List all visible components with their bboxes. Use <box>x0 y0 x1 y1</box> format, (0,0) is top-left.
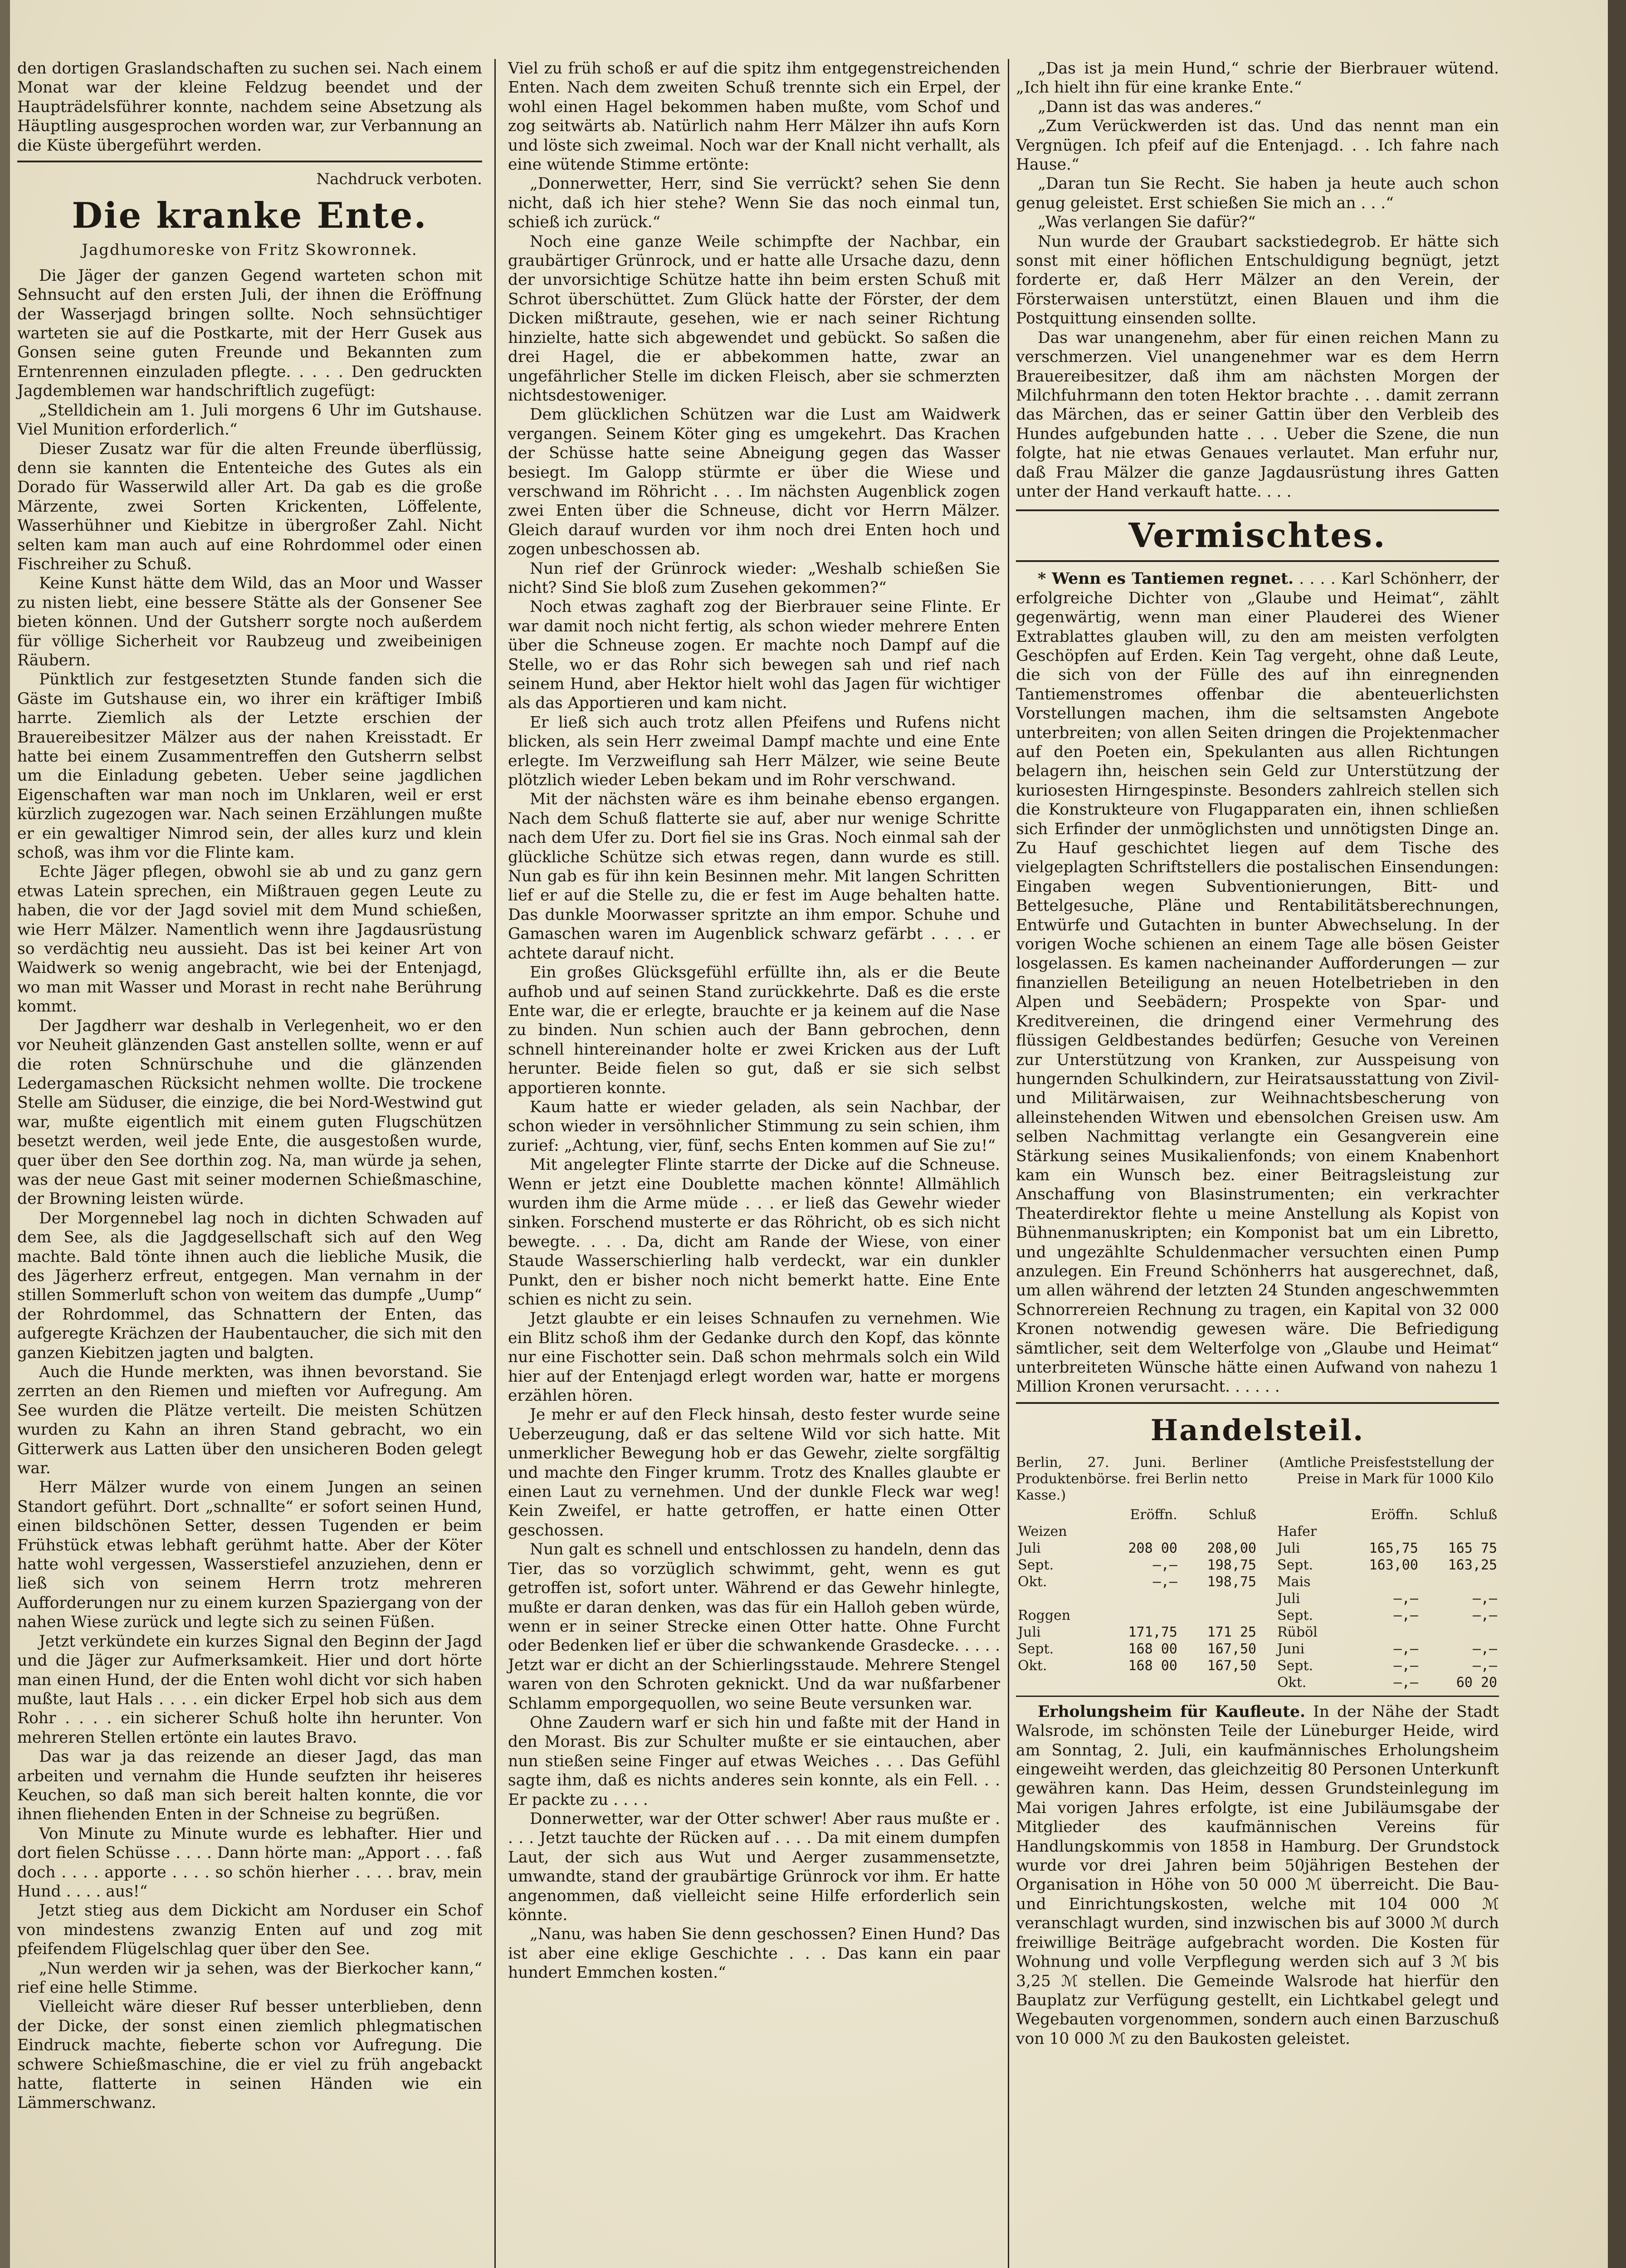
price-close: 163,25 <box>1448 1557 1497 1573</box>
story-paragraph: Der Morgennebel lag noch in dichten Schwaden auf dem See, als die Jagdgesellschaft sich auf den Weg machte. Bald tönte ihnen auch die liebliche Musik, die des Jägerherz erfreut, entgegen. Man vernahm in der stillen Sommerluft schon von weitem das dumpfe „Uump“ der Rohrdommel, das Schnattern der Enten, das aufgeregte Krächzen der Haubentaucher, die sich mit den ganzen Kiebitzen jagten und balgten. <box>17 1209 482 1362</box>
section-title-misc: Vermischtes. <box>1016 509 1499 562</box>
erholung-article-lead: Erholungsheim für Kaufleute. <box>1038 1702 1305 1721</box>
story-paragraph: Noch etwas zaghaft zog der Bierbrauer seine Flinte. Er war damit noch nicht fertig, als schon wieder mehrere Enten über die Schneuse zogen. Er machte noch Dampf auf die Stelle, wo er das Rohr sich bewegen sah und rief nach seinem Hund, aber Hektor hielt wohl das Jagen für wichtiger als das Apportieren und kam nicht. <box>508 598 1000 713</box>
price-close: 198,75 <box>1207 1557 1256 1573</box>
story-paragraph: Jetzt verkündete ein kurzes Signal den Beginn der Jagd und die Jäger zur Aufmerksamkeit. Hier und dort hörte man einen Hund, der die Enten wohl dicht vor sich haben mußte, laut Hals . . . . ein dicker Erpel hob sich aus dem Rohr . . . . ein sicherer Schuß holte ihn herunter. Von mehreren Stellen ertönte ein lautes Bravo. <box>17 1632 482 1747</box>
price-open <box>1341 1624 1420 1641</box>
market-header-right: (Amtliche Preisfeststellung der Preise in Mark für 1000 Kilo <box>1279 1454 1494 1487</box>
story-paragraph: Mit angelegter Flinte starrte der Dicke auf die Schneuse. Wenn er jetzt eine Doublette machen könnte! Allmählich wurden ihm die Arme müde . . . er ließ das Gewehr wieder sinken. Forschend musterte er das Röhricht, ob es sich nicht bewegte. . . . Da, dicht am Rande der Wiese, von einer Staude Wasserschierling halb verdeckt, war ein dunkler Punkt, den er bisher noch nicht bemerkt hatte. Eine Ente schien es nicht zu sein. <box>508 1156 1000 1309</box>
story-paragraph: Nun galt es schnell und entschlossen zu handeln, denn das Tier, das so vorzüglich schwimmt, geht, wenn es gut getroffen ist, sofort unter. Während er das Gewehr hinlegte, mußte er daran denken, was das für ein Halloh geben würde, wenn er in seiner Strecke einen Otter hatte. Ohne Furcht oder Bedenken lief er über die schwankende Grasdecke. . . . . Jetzt war er dicht an der Schierlingsstaude. Mehrere Stengel waren von den Schroten geknickt. Und da war nußfarbener Schlamm emporgequollen, wo seine Beute versunken war. <box>508 1540 1000 1713</box>
story-paragraph: Der Jagdherr war deshalb in Verlegenheit, wo er den vor Neuheit glänzenden Gast anstellen sollte, wenn er auf die roten Schnürschuhe und die glänzenden Ledergamaschen Rücksicht nehmen wollte. Die trockene Stelle am Süduser, die einzige, die bei Nord-Westwind gut war, mußte eigentlich mit einem guten Flugschützen besetzt werden, weil jede Ente, die ausgestoßen wurde, quer über den See dorthin zog. Na, man würde ja sehen, was der neue Gast mit seiner modernen Schießmaschine, der Browning leisten würde. <box>17 1017 482 1208</box>
market-table <box>1016 1506 1499 1691</box>
story-paragraph: „Dann ist das was anderes.“ <box>1038 98 1262 116</box>
price-close: 208,00 <box>1207 1540 1256 1556</box>
commodity-label: Weizen <box>1018 1523 1067 1540</box>
price-open: —,— <box>1393 1641 1418 1657</box>
commodity-label: Mais <box>1277 1574 1311 1590</box>
story-paragraph: Jetzt glaubte er ein leises Schnaufen zu vernehmen. Wie ein Blitz schoß ihm der Gedanke durch den Kopf, das könnte nur eine Fischotter sein. Daß schon mehrmals solch ein Wild hier auf der Entenjagd erlegt worden war, hatte er morgens erzählen hören. <box>508 1310 1000 1405</box>
story-paragraph: Das war ja das reizende an dieser Jagd, das man arbeiten und vernahm die Hunde seufzten ihr heiseres Keuchen, so daß man sich bereit halten konnte, die vor ihnen fliehenden Enten in der Schneise zu begrüßen. <box>17 1748 482 1824</box>
commodity-label: Okt. <box>1018 1574 1047 1590</box>
table-row <box>1016 1590 1499 1607</box>
story-paragraph: „Daran tun Sie Recht. Sie haben ja heute auch schon genug geleistet. Erst schießen Sie mich an . . .“ <box>1016 175 1499 212</box>
column-rule-2 <box>1008 59 1009 2268</box>
commodity-label: Juli <box>1277 1540 1300 1556</box>
price-open: —,— <box>1152 1557 1177 1573</box>
price-close <box>1420 1574 1499 1590</box>
price-close: 60 20 <box>1456 1674 1497 1691</box>
column-header-open: Eröffn. <box>1371 1506 1418 1523</box>
commodity-label: Juli <box>1018 1540 1041 1556</box>
table-row <box>1016 1540 1499 1557</box>
story-title: Die kranke Ente. <box>72 195 428 237</box>
story-paragraph: „Nanu, was haben Sie denn geschossen? Einen Hund? Das ist aber eine eklige Geschichte . . . Das kann ein paar hundert Emmchen kosten.“ <box>508 1925 1000 1982</box>
story-paragraph: Die Jäger der ganzen Gegend warteten schon mit Sehnsucht auf den ersten Juli, der ihnen die Eröffnung der Wasserjagd bringen sollte. Noch sehnsüchtiger warteten sie auf die Postkarte, mit der Herr Gusek aus Gonsen seine guten Freunde und Bekannten zum Erntenrennen einzuladen pflegte. . . . . Den gedruckten Jagdemblemen war handschriftlich zugefügt: <box>17 266 482 401</box>
story-byline: Jagdhumoreske von Fritz Skowronnek. <box>82 241 418 259</box>
erholung-article <box>1016 1702 1499 2048</box>
commodity-label: Sept. <box>1018 1641 1054 1657</box>
commodity-label: Juli <box>1018 1624 1041 1640</box>
table-row <box>1016 1523 1499 1540</box>
story-paragraph: Viel zu früh schoß er auf die spitz ihm entgegenstreichenden Enten. Nach dem zweiten Schuß trennte sich ein Erpel, der wohl einen Hagel bekommen haben mußte, vom Schof und zog seitwärts ab. Natürlich nahm Herr Mälzer ihn aufs Korn und löste sich zweimal. Noch war der Knall nicht verhallt, als eine wütende Stimme ertönte: <box>508 59 1000 174</box>
story-body <box>17 266 482 2113</box>
story-paragraph: Keine Kunst hätte dem Wild, das an Moor und Wasser zu nisten liebt, eine bessere Stätte als der Gonsener See bieten können. Und der Gutsherr sorgte noch außerdem für völlige Sicherheit vor Raubzeug und zweibeinigen Räubern. <box>17 574 482 670</box>
price-open: 163,00 <box>1369 1557 1418 1573</box>
price-open: 165,75 <box>1369 1540 1418 1556</box>
story-paragraph: Ein großes Glücksgefühl erfüllte ihn, als er die Beute aufhob und auf seinen Stand zurückkehrte. Daß es die erste Ente war, die er erlegte, brauchte er ja keinem auf die Nase zu binden. Nun schien auch der Bann gebrochen, denn schnell hintereinander holte er zwei Kricken aus der Luft herunter. Beide fielen so gut, daß er sie sich selbst apportieren konnte. <box>508 963 1000 1097</box>
story-paragraph: Ohne Zaudern warf er sich hin und faßte mit der Hand in den Morast. Bis zur Schulter mußte er sie eintauchen, aber nun stießen seine Finger auf etwas Weiches . . . Das Gefühl sagte ihm, daß es nichts anderes sein konnte, als ein Fell. . . Er packte zu . . . . <box>508 1713 1000 1809</box>
table-row <box>1016 1624 1499 1641</box>
table-row <box>1016 1641 1499 1657</box>
article-divider <box>17 161 482 162</box>
table-row <box>1016 1557 1499 1574</box>
column-header-close: Schluß <box>1208 1506 1256 1523</box>
price-open <box>1100 1607 1179 1624</box>
price-open: —,— <box>1393 1657 1418 1674</box>
column-rule-1 <box>494 59 496 2268</box>
story-paragraph: „Was verlangen Sie dafür?“ <box>1038 213 1256 232</box>
price-open: —,— <box>1393 1674 1418 1691</box>
table-row <box>1016 1674 1499 1691</box>
story-paragraph: „Donnerwetter, Herr, sind Sie verrückt? sehen Sie denn nicht, daß ich hier stehe? Wenn Sie das noch einmal tun, schieß ich zurück.“ <box>508 175 1000 232</box>
reprint-notice: Nachdruck verboten. <box>316 170 482 189</box>
commodity-label: Sept. <box>1277 1657 1313 1674</box>
story-paragraph: Herr Mälzer wurde von einem Jungen an seinen Standort geführt. Dort „schnallte“ er sofort seinen Hund, einen bildschönen Setter, dessen Tugenden er beim Frühstück etwas lebhaft gerühmt hatte. Aber der Köter hatte wohl vergessen, Wasserstiefel anzuziehen, denn er ließ sich von seinem Herrn trotz mehreren Aufforderungen nur zu einem kurzen Spaziergang von der nahen Wiese zurück und legte sich zu seinen Füßen. <box>17 1478 482 1632</box>
price-open: —,— <box>1393 1590 1418 1607</box>
story-paragraph: „Stelldichein am 1. Juli morgens 6 Uhr im Gutshause. Viel Munition erforderlich.“ <box>17 401 482 439</box>
story-paragraph: Er ließ sich auch trotz allen Pfeifens und Rufens nicht blicken, als sein Herr zweimal Dampf machte und eine Ente erlegte. Im Verzweiflung sah Herr Mälzer, wie seine Beute plötzlich wieder Leben bekam und im Rohr verschwand. <box>508 713 1000 790</box>
erholung-article-text: In der Nähe der Stadt Walsrode, im schönsten Teile der Lüneburger Heide, wird am Sonntag, 2. Juli, ein kaufmännisches Erholungsheim eingeweiht werden, das gleichzeitig 80 Personen Unterkunft gewähren kann. Das Heim, dessen Grundsteinlegung im Mai vorigen Jahres erfolgte, ist eine Jubiläumsgabe der Mitglieder des kaufmännischen Vereins für Handlungskommis von 1858 in Hamburg. Der Grundstock wurde vor drei Jahren beim 50jährigen Bestehen der Organisation in Höhe von 50 000 ℳ überreicht. Die Bau- und Einrichtungskosten, welche mit 104 000 ℳ veranschlagt wurden, sind inzwischen bis auf 3000 ℳ durch freiwillige Beiträge aufgebracht worden. Die Kosten für Wohnung und volle Verpflegung werden sich auf 3 ℳ bis 3,25 ℳ stellen. Die Gemeinde Walsrode hat hierfür den Bauplatz zur Verfügung gestellt, ein Lichtkabel gelegt und Wegebauten vorgenommen, sondern auch einen Barzuschuß von 10 000 ℳ zu den Baukosten geleistet. <box>1016 1702 1499 2048</box>
price-close <box>1179 1523 1258 1540</box>
price-open: —,— <box>1393 1607 1418 1623</box>
price-close <box>1420 1624 1499 1641</box>
market-header-left: Berlin, 27. Juni. Berliner Produktenbörse. frei Berlin netto Kasse.) <box>1016 1454 1248 1503</box>
price-close: 171 25 <box>1207 1624 1256 1640</box>
commodity-label: Sept. <box>1277 1607 1313 1623</box>
misc-article-text: . . . . Karl Schönherr, der erfolgreiche Dichter von „Glaube und Heimat“, zählt gegenwärtig, wenn man einer Plauderei des Wiener Extrablattes glauben will, zu den am meisten verfolgten Geschöpfen auf Erden. Kein Tag vergeht, ohne daß Leute, die sich von der Fülle des auf ihn einregnenden Tantiemenstromes offenbar die abenteuerlichsten Vorstellungen machen, ihm die seltsamsten Angebote unterbreiten; von allen Seiten dringen die Projektenmacher auf den Poeten ein, Spekulanten aus allen Richtungen belagern ihn, heischen sein Geld zur Unterstützung der kuriosesten Hirngespinste. Besonders zahlreich stellen sich die Konstrukteure von Flugapparaten ein, ihnen schließen sich Erfinder der unmöglichsten und unnötigsten Dinge an. Zu Hauf geschichtet liegen auf dem Tische des vielgeplagten Schriftstellers die postalischen Einsendungen: Eingaben wegen Subventionierungen, Bitt- und Bettelgesuche, Pläne und Rentabilitätsberechnungen, Entwürfe und Gutachten in bunter Abwechselung. In der vorigen Woche schienen an einem Tage alle bösen Geister losgelassen. Es kamen nacheinander Aufforderungen — zur finanziellen Beteiligung an neuen Hotelbetrieben in den Alpen und Seebädern; Prospekte von Spar- und Kreditvereinen, die dringend einer Vermehrung des flüssigen Geldbestandes bedürfen; Gesuche von Vereinen zur Unterstützung von Kranken, zur Ausspeisung von hungernden Schulkindern, zur Heiratsausstattung von Zivil- und Militärwaisen, zur Weihnachtsbescherung von alleinstehenden Witwen und ebensolchen Greisen usw. Am selben Nachmittag verlangte ein Gesangverein eine Stärkung seines Musikalienfonds; von einem Knabenhort kam ein Wunsch bez. einer Beitragsleistung zur Anschaffung von Blasinstrumenten; ein verkrachter Theaterdirektor flehte u meine Anstellung als Kopist von Bühnenmanuskripten; ein Komponist bat um ein Libretto, und ungezählte Schuldenmacher versuchten einen Pump anzulegen. Ein Freund Schönherrs hat ausgerechnet, daß, um allen während der letzten 24 Stunden angeschwemmten Schnorrereien Rechnung zu tragen, ein Kapital von 32 000 Kronen notwendig gewesen wäre. Die Befriedigung sämtlicher, seit dem Welterfolge von „Glaube und Heimat“ unterbreiteten Wünsche hätte einen Aufwand von nahezu 1 Million Kronen verursacht. . . . . . <box>1016 570 1499 1396</box>
commodity-label: Sept. <box>1018 1557 1054 1573</box>
column-2 <box>508 59 1000 1983</box>
column-3 <box>1016 59 1499 2048</box>
price-close: —,— <box>1472 1641 1497 1657</box>
price-close: 167,50 <box>1207 1641 1256 1657</box>
story-paragraph: Donnerwetter, war der Otter schwer! Aber raus mußte er . . . . Jetzt tauchte der Rücken auf . . . . Da mit einem dumpfen Laut, der sich aus Wut und Aerger zusammensetzte, umwandte, stand der graubärtige Grünrock vor ihm. Er hatte angenommen, daß vielleicht seine Hilfe erforderlich sein könnte. <box>508 1809 1000 1924</box>
commodity-label <box>1016 1590 1100 1607</box>
column-1 <box>17 59 482 2113</box>
story-paragraph: Pünktlich zur festgesetzten Stunde fanden sich die Gäste im Gutshause ein, wo ihrer ein kräftiger Imbiß harrte. Ziemlich als der Letzte erschien der Brauereibesitzer Mälzer aus der nahen Kreisstadt. Er hatte bei einem Zusammentreffen den Gutsherrn selbst um die Einladung gebeten. Ueber seine jagdlichen Eigenschaften war man noch im Unklaren, weil er erst kürzlich zugezogen war. Nach seinen Erzählungen mußte er ein gewaltiger Nimrod sein, der alles kurz und klein schoß, was ihm vor die Flinte kam. <box>17 670 482 862</box>
story-paragraph: Dem glücklichen Schützen war die Lust am Waidwerk vergangen. Seinem Köter ging es umgekehrt. Das Krachen der Schüsse hatte seine Abneigung gegen das Wasser besiegt. Im Galopp stürmte er über die Wiese und verschwand im Röhricht . . . Im nächsten Augenblick zogen zwei Enten über die Schneuse, dicht vor Herrn Mälzer. Gleich darauf wurden vor ihm noch drei Enten hoch und zogen unbeschossen ab. <box>508 406 1000 559</box>
price-close: 165 75 <box>1448 1540 1497 1556</box>
story-paragraph: Dieser Zusatz war für die alten Freunde überflüssig, denn sie kannten die Ententeiche des Gutes als ein Dorado für Wasserwild aller Art. Da gab es die große Märzente, zwei Sorten Krickenten, Löffelente, Wasserhühner und Kiebitze in übergroßer Zahl. Nicht selten kam man auch auf eine Rohrdommel oder einen Fischreiher zu Schuß. <box>17 440 482 573</box>
previous-article-continuation: den dortigen Graslandschaften zu suchen sei. Nach einem Monat war der kleine Feldzug beendet und der Haupträdelsführer konnte, nachdem seine Absetzung als Häuptling ausgesprochen worden war, zur Verbannung an die Küste übergeführt werden. <box>17 59 482 155</box>
price-open: —,— <box>1152 1574 1177 1590</box>
price-close: —,— <box>1472 1607 1497 1623</box>
column-header-open: Eröffn. <box>1130 1506 1177 1523</box>
page-edge <box>1608 0 1626 2268</box>
story-paragraph: Nun wurde der Graubart sackstiedegrob. Er hätte sich sonst mit einer höflichen Entschuldigung begnügt, jetzt forderte er, daß Herr Mälzer an den Verein, der Försterwaisen unterstützt, einen Blauen und ihm die Postquittung einsenden sollte. <box>1016 232 1499 328</box>
story-paragraph: „Zum Verückwerden ist das. Und das nennt man ein Vergnügen. Ich pfeif auf die Entenjagd. . . Ich fahre nach Hause.“ <box>1016 117 1499 174</box>
story-paragraph: Nun rief der Grünrock wieder: „Weshalb schießen Sie nicht? Sind Sie bloß zum Zusehen gekommen?“ <box>508 559 1000 597</box>
binding-edge <box>0 0 10 2268</box>
commodity-label: Juni <box>1277 1641 1305 1657</box>
misc-article <box>1016 569 1499 1396</box>
story-paragraph: Noch eine ganze Weile schimpfte der Nachbar, ein graubärtiger Grünrock, und er hatte alle Ursache dazu, denn der unvorsichtige Schütze hatte ihn beim ersten Schuß mit Schrot überschüttet. Zum Glück hatte der Förster, der dem Dicken mißtraute, gesehen, wie er nach seiner Richtung hinzielte, hatte sich abgewendet und gebückt. So saßen die drei Hagel, die er abbekommen hatte, zwar an ungefährlicher Stelle im dicken Fleisch, aber sie schmerzten nichtsdestoweniger. <box>508 232 1000 405</box>
price-open: 168 00 <box>1128 1657 1177 1674</box>
price-close <box>1179 1607 1258 1624</box>
story-paragraph: Das war unangenehm, aber für einen reichen Mann zu verschmerzen. Viel unangenehmer war es dem Herrn Brauereibesitzer, daß ihm am nächsten Morgen der Milchfuhrmann den toten Hektor brachte . . . damit zerrann das Märchen, das er seiner Gattin über den Verbleib des Hundes aufgebunden hatte . . . Ueber die Szene, die nun folgte, hat nie etwas Genaues verlautet. Man erfuhr nur, daß Frau Mälzer die ganze Jagdausrüstung ihres Gatten unter der Hand verkauft hatte. . . . <box>1016 328 1499 501</box>
price-open <box>1341 1523 1420 1540</box>
story-paragraph: Echte Jäger pflegen, obwohl sie ab und zu ganz gern etwas Latein sprechen, ein Mißtrauen gegen Leute zu haben, die vor der Jagd soviel mit dem Mund schießen, wie Herr Mälzer. Namentlich wenn ihre Jagdausrüstung so verdächtig neu aussieht. Das ist bei keiner Art von Waidwerk so wenig angebracht, wie bei der Entenjagd, wo man mit Wasser und Morast in recht nahe Berührung kommt. <box>17 863 482 1016</box>
price-open: 208 00 <box>1128 1540 1177 1556</box>
commodity-label: Roggen <box>1018 1607 1071 1623</box>
story-paragraph: Auch die Hunde merkten, was ihnen bevorstand. Sie zerrten an den Riemen und mieften vor Aufregung. Am See wurden die Plätze verteilt. Die meisten Schützen wurden zu Kahn an ihren Stand gebracht, wo ein Gitterwerk aus Latten über den unsicheren Boden gelegt war. <box>17 1363 482 1478</box>
story-paragraph: Von Minute zu Minute wurde es lebhafter. Hier und dort fielen Schüsse . . . . Dann hörte man: „Apport . . . faß doch . . . . apporte . . . . so schön hierher . . . . brav, mein Hund . . . . aus!“ <box>17 1824 482 1901</box>
table-row <box>1016 1574 1499 1590</box>
table-row <box>1016 1607 1499 1624</box>
table-row <box>1016 1657 1499 1674</box>
price-open <box>1100 1590 1179 1607</box>
story-paragraph: „Nun werden wir ja sehen, was der Bierkocher kann,“ rief eine helle Stimme. <box>17 1959 482 1997</box>
column-header-close: Schluß <box>1449 1506 1497 1523</box>
price-open <box>1341 1574 1420 1590</box>
story-paragraph: Vielleicht wäre dieser Ruf besser unterblieben, denn der Dicke, der sonst einen ziemlich phlegmatischen Eindruck machte, fieberte schon vor Aufregung. Die schwere Schießmaschine, die er viel zu früh angebackt hatte, flatterte in seinen Händen wie ein Lämmerschwanz. <box>17 1998 482 2112</box>
price-close: —,— <box>1472 1657 1497 1674</box>
commodity-label: Hafer <box>1277 1523 1317 1540</box>
price-open: 171,75 <box>1128 1624 1177 1640</box>
price-close <box>1420 1523 1499 1540</box>
story-paragraph: Mit der nächsten wäre es ihm beinahe ebenso ergangen. Nach dem Schuß flatterte sie auf, aber nur wenige Schritte nach dem Ufer zu. Dort fiel sie ins Gras. Noch einmal sah der glückliche Schütze sich etwas regen, dann wurde es still. Nun gab es für ihn kein Besinnen mehr. Mit langen Schritten lief er auf die Stelle zu, die er fest im Auge behalten hatte. Das dunkle Moorwasser spritzte an ihm empor. Schuhe und Gamaschen waren im Augenblick schwarz gefärbt . . . . er achtete darauf nicht. <box>508 790 1000 963</box>
section-divider <box>1016 1402 1499 1404</box>
price-close <box>1179 1590 1258 1607</box>
story-paragraph: Je mehr er auf den Fleck hinsah, desto fester wurde seine Ueberzeugung, daß er das seltene Wild vor sich hatte. Mit unmerklicher Bewegung hob er das Gewehr, zielte sorgfältig und machte den Finger krumm. Trotz des Knalles glaubte er einen Laut zu vernehmen. Und der dunkle Fleck war weg! Kein Zweifel, er hatte getroffen, er hatte einen Otter geschossen. <box>508 1406 1000 1540</box>
price-close: 198,75 <box>1207 1574 1256 1590</box>
commodity-label: Okt. <box>1018 1657 1047 1674</box>
price-close: 167,50 <box>1207 1657 1256 1674</box>
section-title-trade: Handelsteil. <box>1150 1413 1365 1447</box>
story-paragraph: Jetzt stieg aus dem Dickicht am Norduser ein Schof von mindestens zwanzig Enten auf und zog mit pfeifendem Flügelschlag quer über den See. <box>17 1901 482 1959</box>
commodity-label: Juli <box>1277 1590 1300 1607</box>
commodity-label: Rüböl <box>1277 1624 1318 1640</box>
story-paragraph: „Das ist ja mein Hund,“ schrie der Bierbrauer wütend. „Ich hielt ihn für eine kranke Ente.“ <box>1016 59 1499 97</box>
misc-article-lead: * Wenn es Tantiemen regnet. <box>1038 570 1294 588</box>
price-open <box>1100 1523 1179 1540</box>
story-paragraph: Kaum hatte er wieder geladen, als sein Nachbar, der schon wieder in versöhnlicher Stimmung zu sein schien, ihm zurief: „Achtung, vier, fünf, sechs Enten kommen auf Sie zu!“ <box>508 1098 1000 1155</box>
commodity-label: Sept. <box>1277 1557 1313 1573</box>
price-open: 168 00 <box>1128 1641 1177 1657</box>
commodity-label: Okt. <box>1277 1674 1307 1691</box>
price-close: —,— <box>1472 1590 1497 1607</box>
market-header <box>1016 1455 1499 1504</box>
article-divider <box>1016 1696 1499 1697</box>
